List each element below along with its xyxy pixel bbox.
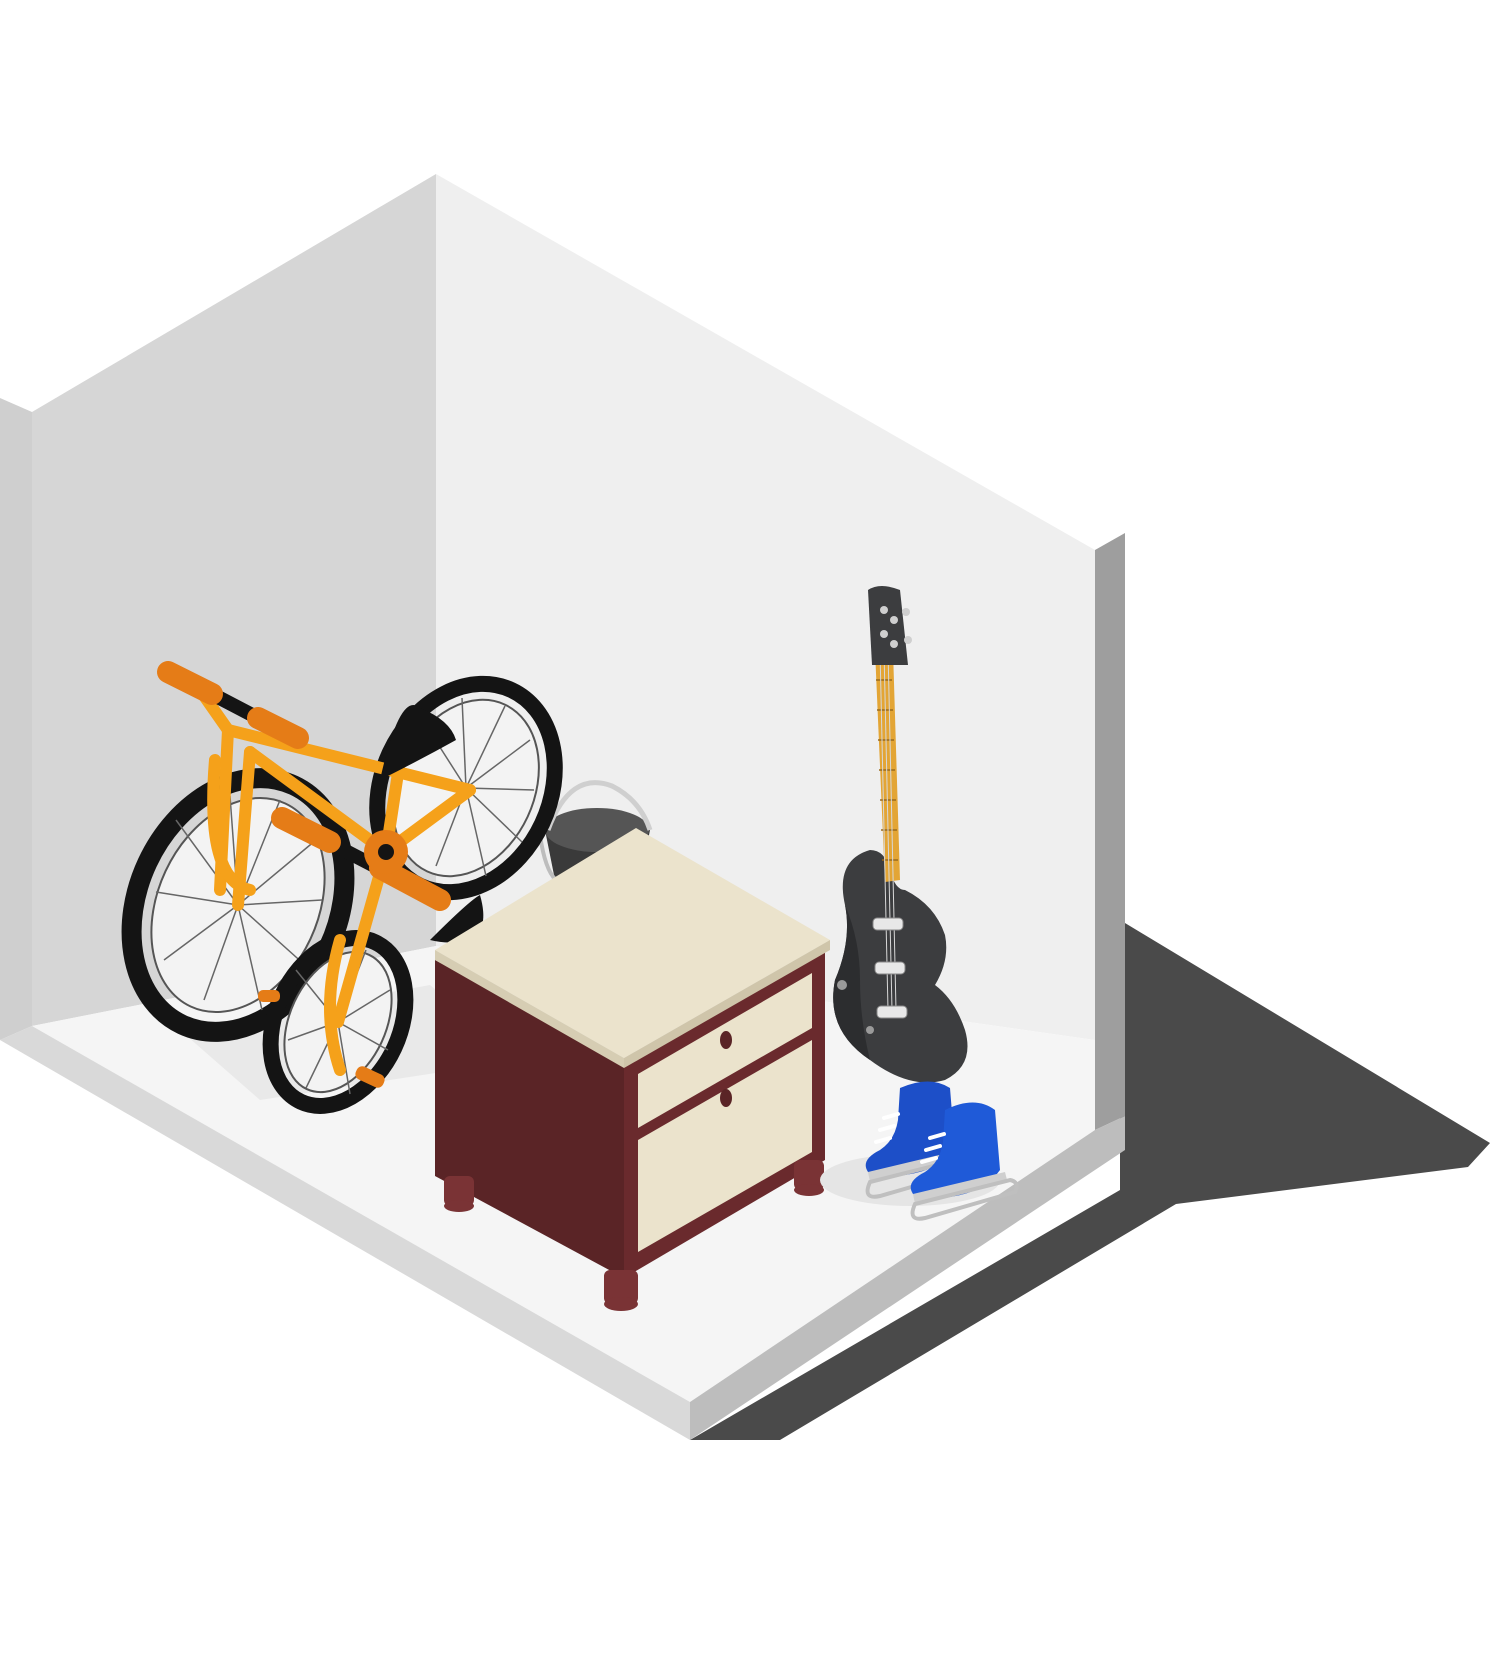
- left-wall-edge: [0, 398, 32, 1040]
- drawer-knob-bottom: [720, 1089, 732, 1107]
- drawer-knob-top: [720, 1031, 732, 1049]
- right-wall-edge: [1095, 533, 1125, 1130]
